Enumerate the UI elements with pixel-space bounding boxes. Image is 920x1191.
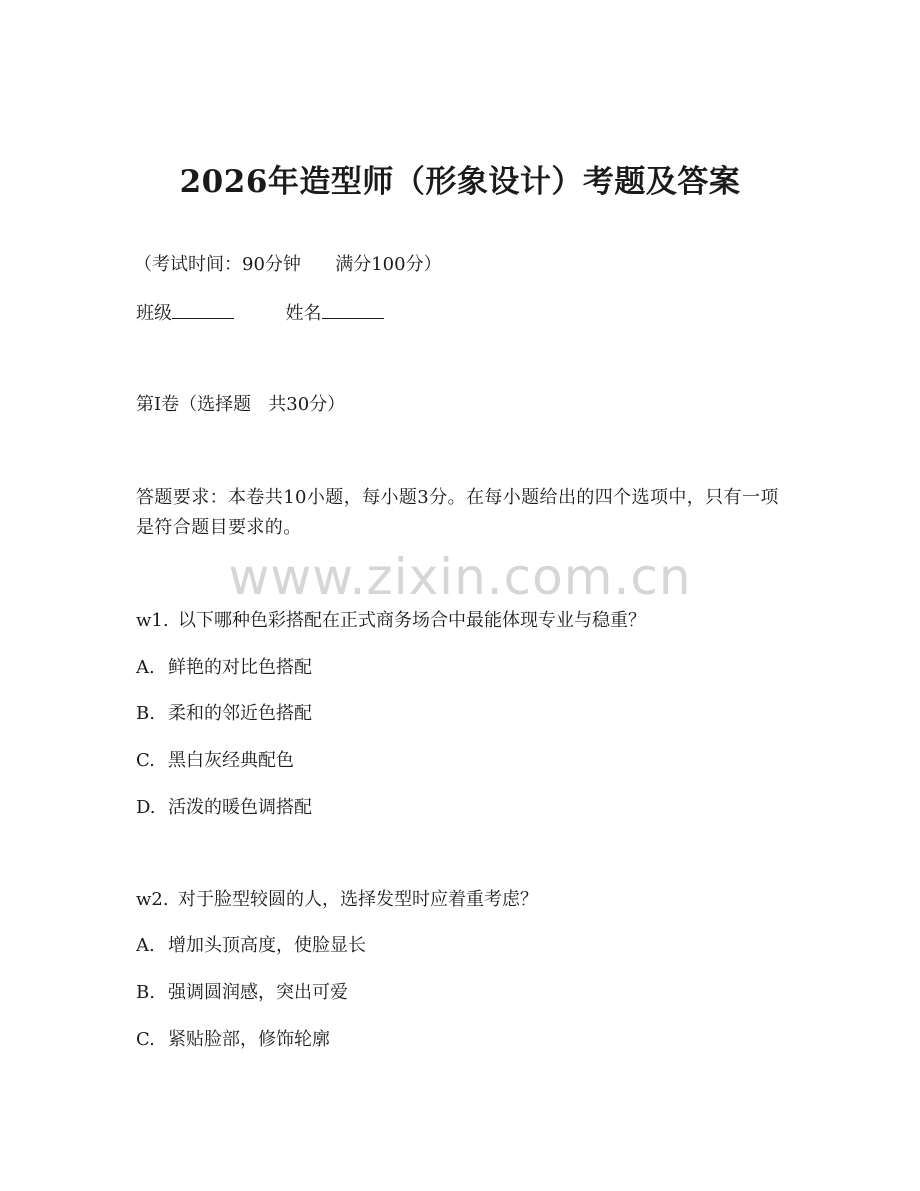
option-letter: D. (136, 797, 156, 818)
option-letter: B. (136, 982, 155, 1003)
instructions: 答题要求：本卷共10小题，每小题3分。在每小题给出的四个选项中，只有一项是符合题目要求的。 (136, 487, 779, 538)
option-letter: C. (136, 750, 155, 771)
option-text: 紧贴脸部，修饰轮廓 (168, 1029, 330, 1050)
option-text: 强调圆润感，突出可爱 (168, 982, 348, 1003)
option-letter: C. (136, 1029, 155, 1050)
question-2 (136, 888, 538, 912)
watermark: www.zixin.com.cn (228, 548, 692, 606)
option-text: 鲜艳的对比色搭配 (168, 657, 312, 678)
question-text: 对于脸型较圆的人，选择发型时应着重考虑？ (178, 889, 538, 910)
question-2-option-b (136, 981, 348, 1005)
option-letter: A. (136, 935, 155, 956)
question-1-option-b (136, 702, 312, 726)
option-letter: B. (136, 703, 155, 724)
section-heading: 第Ⅰ卷（选择题 共30分） (136, 394, 346, 415)
class-blank (172, 300, 234, 319)
question-1 (136, 609, 646, 633)
question-1-option-a (136, 656, 312, 680)
student-info (136, 300, 384, 326)
question-1-option-d (136, 796, 312, 820)
exam-info: （考试时间：90分钟 满分100分） (134, 254, 442, 275)
question-number: w1. (136, 610, 169, 631)
name-label: 姓名 (285, 303, 322, 324)
name-blank (322, 300, 384, 319)
question-text: 以下哪种色彩搭配在正式商务场合中最能体现专业与稳重？ (178, 610, 646, 631)
option-text: 柔和的邻近色搭配 (168, 703, 312, 724)
option-text: 黑白灰经典配色 (168, 750, 294, 771)
option-letter: A. (136, 657, 155, 678)
option-text: 增加头顶高度，使脸显长 (168, 935, 366, 956)
question-2-option-c (136, 1028, 330, 1052)
question-2-option-a (136, 934, 366, 958)
option-text: 活泼的暖色调搭配 (168, 797, 312, 818)
question-number: w2. (136, 889, 169, 910)
question-1-option-c (136, 749, 294, 773)
page-title: 2026年造型师（形象设计）考题及答案 (179, 164, 741, 200)
class-label: 班级 (136, 303, 172, 324)
